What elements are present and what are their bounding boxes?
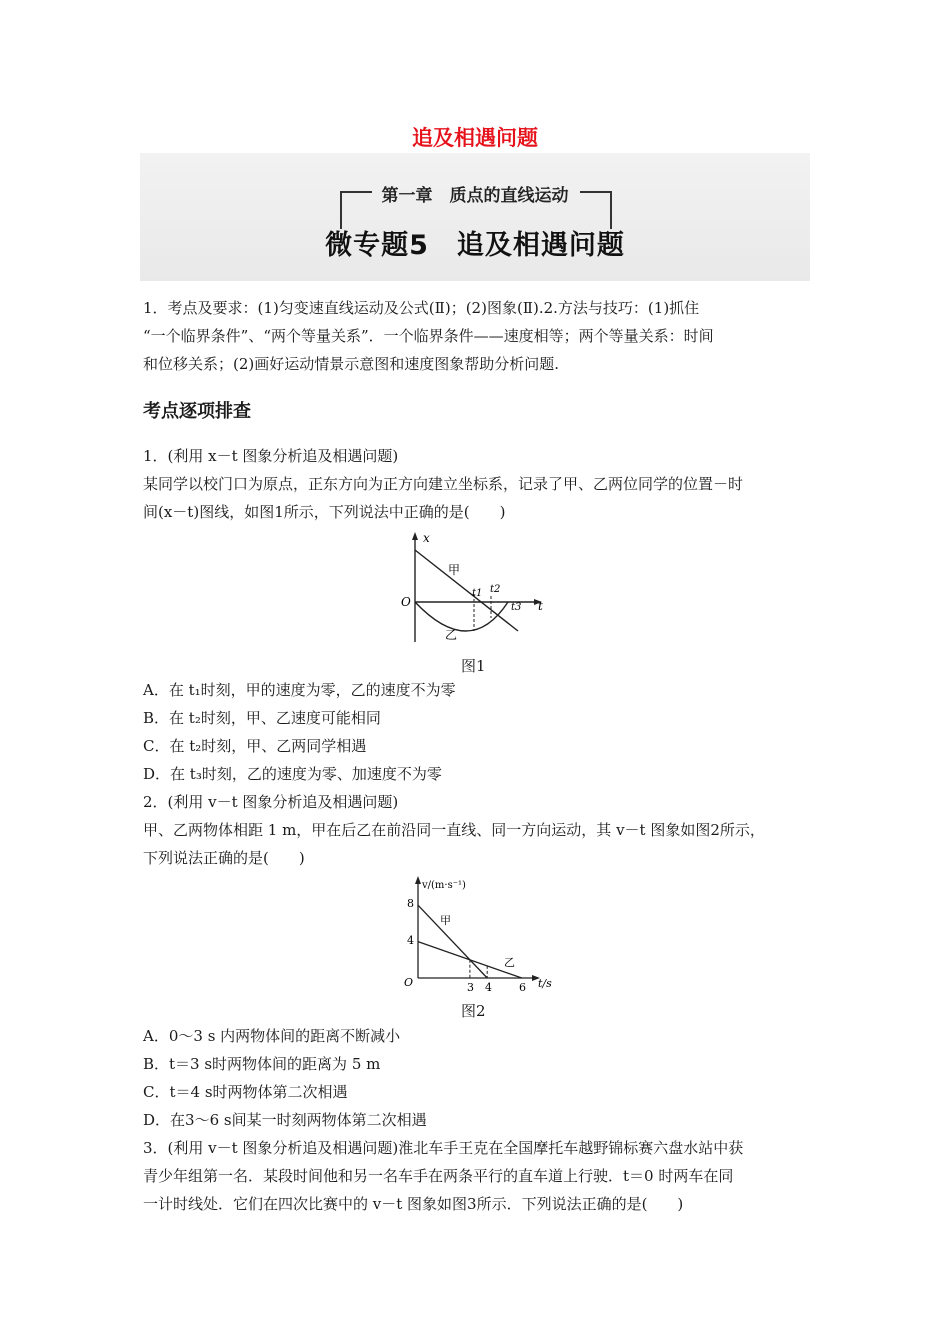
- q2-tag: 2．(利用 v－t 图象分析追及相遇问题): [143, 793, 399, 811]
- fig1-origin: O: [401, 595, 411, 609]
- fig1-line-jia: [415, 550, 518, 631]
- q1-option-c: C．在 t₂时刻，甲、乙两同学相遇: [143, 737, 367, 755]
- fig2-y-tick-4: 4: [407, 934, 414, 947]
- q1-option-d: D．在 t₃时刻，乙的速度为零、加速度不为零: [143, 765, 442, 783]
- banner-chapter-title: 第一章 质点的直线运动: [381, 186, 569, 206]
- fig1-x-label: t: [538, 599, 543, 613]
- figure-1-caption: 图1: [461, 657, 486, 675]
- fig2-x-tick-6: 6: [519, 981, 526, 994]
- q3-line-3: 一计时线处．它们在四次比赛中的 v－t 图象如图3所示．下列说法正确的是( ): [143, 1195, 684, 1213]
- q2-option-c: C．t＝4 s时两物体第二次相遇: [143, 1083, 348, 1101]
- q1-option-b: B．在 t₂时刻，甲、乙速度可能相同: [143, 709, 381, 727]
- q3-line-2: 青少年组第一名．某段时间他和另一名车手在两条平行的直车道上行驶．t＝0 时两车在同: [143, 1167, 734, 1185]
- fig2-x-tick-3: 3: [467, 981, 474, 994]
- chapter-banner: [140, 153, 810, 281]
- page-title: 追及相遇问题: [412, 126, 538, 150]
- figure-2-vt-graph: [398, 874, 568, 994]
- fig1-t3: t3: [511, 602, 522, 613]
- fig1-t2: t2: [490, 584, 501, 595]
- banner-main-title: 微专题5 追及相遇问题: [325, 230, 625, 261]
- intro-line-2: “一个临界条件”、“两个等量关系”．一个临界条件——速度相等；两个等量关系：时间: [143, 327, 714, 345]
- q1-tag: 1．(利用 x－t 图象分析追及相遇问题): [143, 447, 399, 465]
- fig2-y-tick-8: 8: [407, 897, 414, 910]
- fig1-label-yi: 乙: [445, 628, 458, 642]
- q1-stem-line-2: 间(x－t)图线，如图1所示，下列说法中正确的是( ): [143, 503, 506, 521]
- fig2-x-label: t/s: [538, 977, 552, 990]
- q2-stem-line-2: 下列说法正确的是( ): [143, 849, 305, 867]
- fig1-label-jia: 甲: [448, 563, 461, 577]
- figure-2-caption: 图2: [461, 1002, 486, 1020]
- intro-line-3: 和位移关系；(2)画好运动情景示意图和速度图象帮助分析问题.: [143, 355, 560, 373]
- q2-option-b: B．t＝3 s时两物体间的距离为 5 m: [143, 1055, 381, 1073]
- figure-1-xt-graph: [390, 530, 550, 648]
- fig1-y-label: x: [423, 531, 430, 545]
- q1-stem-line-1: 某同学以校门口为原点，正东方向为正方向建立坐标系，记录了甲、乙两位同学的位置－时: [143, 475, 744, 493]
- fig2-origin: O: [404, 976, 414, 989]
- fig2-label-yi: 乙: [504, 956, 515, 969]
- q2-stem-line-1: 甲、乙两物体相距 1 m，甲在后乙在前沿同一直线、同一方向运动，其 v－t 图象如图2所示，: [143, 821, 765, 839]
- fig1-curve-yi: [415, 602, 508, 631]
- fig2-x-tick-4: 4: [485, 981, 492, 994]
- q2-option-a: A．0～3 s 内两物体间的距离不断减小: [143, 1027, 401, 1045]
- q3-line-1: 3．(利用 v－t 图象分析追及相遇问题)淮北车手王克在全国摩托车越野锦标赛六盘水站中获: [143, 1139, 744, 1157]
- intro-line-1: 1．考点及要求：(1)匀变速直线运动及公式(Ⅱ)；(2)图象(Ⅱ).2.方法与技巧：(1)抓住: [143, 299, 700, 317]
- q2-option-d: D．在3～6 s间某一时刻两物体第二次相遇: [143, 1111, 427, 1129]
- section-heading: 考点逐项排查: [143, 401, 251, 422]
- fig1-t1: t1: [472, 588, 483, 599]
- fig2-y-label: v/(m·s⁻¹): [422, 880, 466, 891]
- fig2-series-jia: [418, 905, 487, 978]
- q1-option-a: A．在 t₁时刻，甲的速度为零，乙的速度不为零: [143, 681, 456, 699]
- fig2-label-jia: 甲: [440, 914, 451, 927]
